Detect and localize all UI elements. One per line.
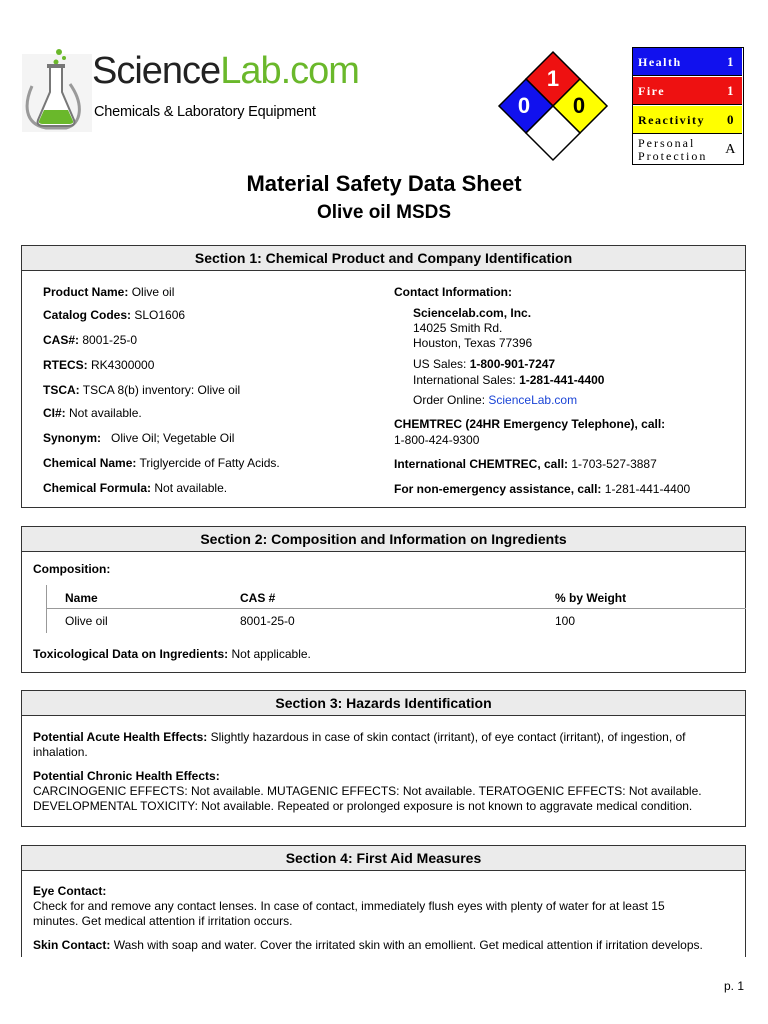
hmis-ppe-label-line1: Personal: [638, 136, 696, 150]
international-sales-field: International Sales: 1-281-441-4400: [413, 373, 605, 387]
column-header-weight: % by Weight: [555, 591, 627, 605]
company-name: Sciencelab.com, Inc.: [413, 306, 532, 320]
acute-health-effects: Potential Acute Health Effects: Slightly hazardous in case of skin contact (irritant), of eye contact (irritant), of ingestion, of inhalation.: [33, 730, 686, 759]
table-cell-weight: 100: [555, 614, 576, 628]
hmis-health-row: [633, 48, 742, 76]
chemtrec-number: 1-800-424-9300: [394, 433, 480, 447]
hmis-ppe-value: A: [725, 142, 737, 157]
nfpa-diamond: [497, 50, 609, 164]
hmis-ppe-label-line2: Protection: [638, 149, 708, 163]
chemical-name-field: Chemical Name: Triglyercide of Fatty Acids.: [43, 456, 280, 470]
logo-wordmark: [92, 50, 359, 93]
eye-contact-field: Eye Contact: Check for and remove any contact lenses. In case of contact, immediately flush eyes with plenty of water for at least 15 minutes. Get medical attention if irritation occurs.: [33, 884, 665, 928]
sciencelab-logo[interactable]: [20, 44, 359, 136]
logo-brand-main: Science: [92, 50, 221, 92]
hmis-fire-label: Fire: [638, 84, 666, 98]
chronic-health-effects: Potential Chronic Health Effects: CARCINOGENIC EFFECTS: Not available. MUTAGENIC EFFECTS: Not available. TERATOGENIC EFFECTS: Not available. DEVELOPMENTAL TOXICITY: Not available. Repeated or prolonged exposure is not known to aggravate medical condition.: [33, 769, 702, 813]
flask-icon: [20, 44, 92, 136]
address-line2: Houston, Texas 77396: [413, 336, 533, 350]
section-2: [21, 526, 746, 673]
composition-label: Composition:: [33, 562, 111, 576]
page-number: p. 1: [724, 979, 745, 993]
synonym-field: Synonym: Olive Oil; Vegetable Oil: [43, 431, 235, 445]
contact-information-label: Contact Information:: [394, 285, 512, 299]
hmis-fire-value: 1: [727, 83, 735, 98]
document-subtitle: Olive oil MSDS: [316, 202, 452, 223]
composition-table-divider: [46, 608, 746, 609]
section-2-heading: Section 2: Composition and Information on Ingredients: [22, 527, 745, 552]
section-4-heading: Section 4: First Aid Measures: [22, 846, 745, 871]
column-header-name: Name: [65, 591, 98, 605]
international-chemtrec-field: International CHEMTREC, call: 1-703-527-3887: [394, 457, 657, 471]
product-name-field: Product Name: Olive oil: [43, 285, 175, 299]
composition-table: [46, 585, 747, 633]
nfpa-health-value: 0: [517, 93, 531, 118]
us-sales-field: US Sales: 1-800-901-7247: [413, 357, 556, 371]
column-header-cas: CAS #: [240, 591, 276, 605]
hmis-fire-row: [633, 77, 742, 105]
cas-field: CAS#: 8001-25-0: [43, 333, 138, 347]
section-1-heading: Section 1: Chemical Product and Company Identification: [22, 246, 745, 271]
section-3: [21, 690, 746, 827]
nfpa-flammability-value: 1: [546, 66, 560, 91]
hmis-reactivity-value: 0: [727, 112, 735, 127]
document-title: Material Safety Data Sheet: [246, 171, 522, 196]
hmis-health-label: Health: [638, 55, 682, 69]
chemtrec-label: CHEMTREC (24HR Emergency Telephone), call:: [394, 417, 666, 431]
logo-brand-lab: Lab: [220, 50, 281, 92]
catalog-codes-field: Catalog Codes: SLO1606: [43, 308, 186, 322]
hmis-ppe-label: [638, 137, 707, 163]
section-3-heading: Section 3: Hazards Identification: [22, 691, 745, 716]
hmis-ppe-row: [633, 136, 742, 164]
logo-brand-tld: .com: [280, 50, 359, 92]
skin-contact-field: Skin Contact: Wash with soap and water. Cover the irritated skin with an emollient. Get medical attention if irritation develops.: [33, 938, 703, 952]
hmis-rating-table: [632, 47, 744, 165]
non-emergency-field: For non-emergency assistance, call: 1-281-441-4400: [394, 482, 691, 496]
logo-tagline: Chemicals & Laboratory Equipment: [94, 104, 316, 120]
section-4: [21, 845, 746, 957]
hmis-health-value: 1: [727, 54, 735, 69]
table-cell-cas: 8001-25-0: [240, 614, 295, 628]
toxicological-data-field: Toxicological Data on Ingredients: Not applicable.: [33, 647, 311, 661]
order-online-field: Order Online: ScienceLab.com: [413, 393, 578, 407]
table-cell-name: Olive oil: [65, 614, 108, 628]
ci-field: CI#: Not available.: [43, 406, 142, 420]
chemical-formula-field: Chemical Formula: Not available.: [43, 481, 228, 495]
hmis-reactivity-row: [633, 106, 742, 134]
tsca-field: TSCA: TSCA 8(b) inventory: Olive oil: [43, 383, 241, 397]
rtecs-field: RTECS: RK4300000: [43, 358, 155, 372]
order-online-link[interactable]: ScienceLab.com: [488, 393, 578, 407]
nfpa-reactivity-value: 0: [572, 93, 586, 118]
hmis-reactivity-label: Reactivity: [638, 113, 705, 127]
address-line1: 14025 Smith Rd.: [413, 321, 503, 335]
section-1: [21, 245, 746, 508]
